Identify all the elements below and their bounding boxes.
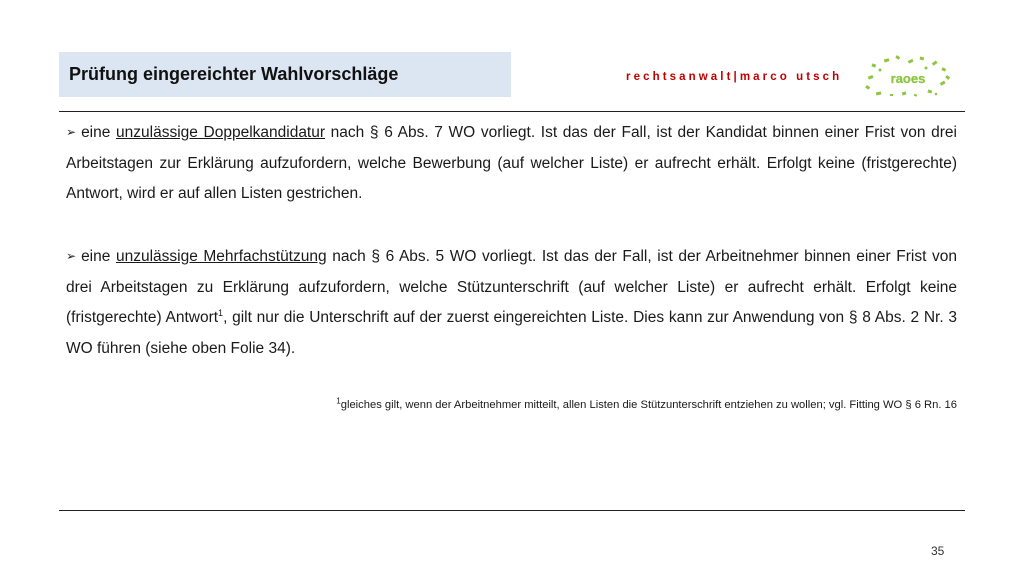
slide-title-box — [59, 52, 511, 97]
term-doppelkandidatur: unzulässige Doppelkandidatur — [116, 124, 326, 141]
bottom-divider — [59, 510, 965, 511]
slide-title: Prüfung eingereichter Wahlvorschläge — [69, 64, 399, 84]
raoes-logo-icon — [862, 54, 954, 98]
paragraph-mehrfachstuetzung: ➢ eine unzulässige Mehrfachstützung nach § 6 Abs. 5 WO vorliegt. Ist das der Fall, ist der Arbeitnehmer binnen einer Frist von drei Arbeitstagen zu Erklärung aufzufordern, welche Stützunterschrift (auf welcher Liste) er aufrecht erhält. Erfolgt keine (fristgerechte) Antwort$^1$, gilt nur die Unterschrift auf der zuerst eingereichten Liste. Dies kann zur Anwendung von § 8 Abs. 2 Nr. 3 WO führen (siehe oben Folie 34). — [66, 248, 958, 357]
bullet-arrow-icon: ➢ — [66, 125, 77, 139]
term-mehrfachstuetzung: unzulässige Mehrfachstützung — [115, 248, 327, 265]
svg-text:raoes: raoes — [890, 71, 926, 86]
footnote-ref: 1 — [218, 307, 224, 318]
top-divider — [59, 111, 965, 112]
brand-name: rechtsanwalt|marco utsch — [626, 71, 843, 83]
footnote — [336, 396, 957, 411]
bullet-arrow-icon: ➢ — [66, 249, 77, 263]
footnote-marker: 1 — [336, 396, 341, 406]
page-number: 35 — [931, 544, 945, 558]
footnote-text: gleiches gilt, wenn der Arbeitnehmer mitteilt, allen Listen die Stützunterschrift entziehen zu wollen; vgl. Fitting WO § 6 Rn. 16 — [340, 399, 957, 411]
paragraph-doppelkandidatur: ➢ eine unzulässige Doppelkandidatur nach § 6 Abs. 7 WO vorliegt. Ist das der Fall, ist der Kandidat binnen einer Frist von drei Arbeitstagen zur Erklärung aufzufordern, welche Bewerbung (auf welcher Liste) er aufrecht erhält. Erfolgt keine (fristgerechte) Antwort, wird er auf allen Listen gestrichen. — [66, 124, 957, 202]
